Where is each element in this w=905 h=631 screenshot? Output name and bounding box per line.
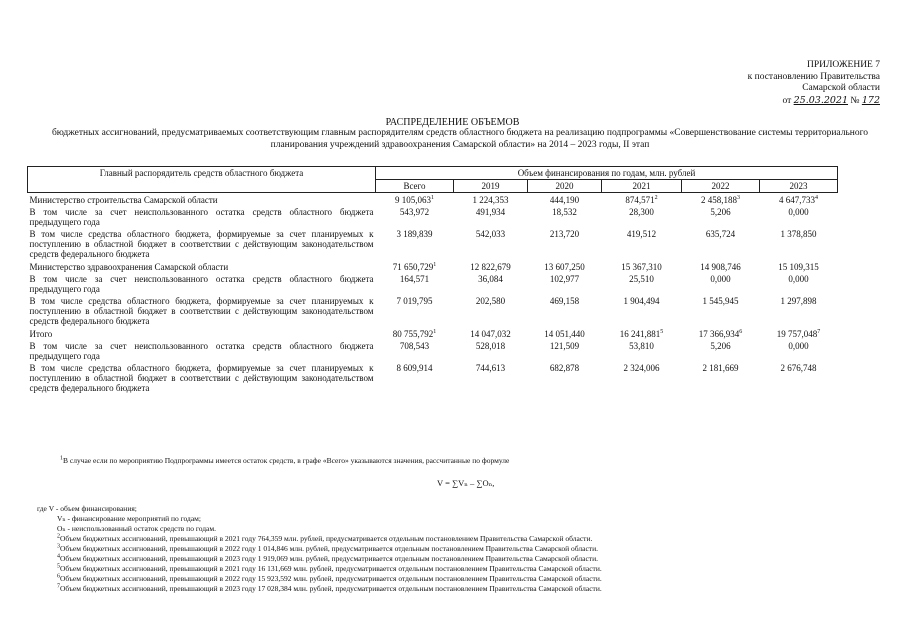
- footnote-ref: 3: [737, 195, 740, 201]
- value-cell: [682, 260, 760, 273]
- cell-value: 13 607,250: [544, 262, 585, 272]
- footnote-text: Объем бюджетных ассигнований, превышающий в 2022 году 15 923,592 млн. рублей, предусматривается отдельным постановлением Правительства Самарской области.: [60, 574, 602, 583]
- value-cell: [376, 340, 454, 362]
- cell-value: 2 181,669: [702, 363, 739, 373]
- footnote-formula-note: $^1$В случае если по мероприятию Подпрограммы имеется остаток средств, в графе «Всего» указываются значения, рассчитанные по формуле: [60, 455, 510, 465]
- table-row: [28, 295, 838, 327]
- cell-value: 121,509: [549, 341, 580, 351]
- row-label: В том числе за счет неиспользованного остатка средств областного бюджета предыдущего года: [29, 341, 374, 361]
- row-label: В том числе средства областного бюджета, формируемые за счет планируемых к поступлению в областной бюджет в соответствии с действующим законодательством средств федерального бюджета: [29, 229, 374, 259]
- cell-value: 16 241,881: [619, 329, 661, 339]
- footnote-ref: 1: [433, 329, 437, 335]
- footnote-mark: 6: [57, 573, 60, 580]
- cell-value: 14 047,032: [470, 329, 511, 339]
- footnote-mark: 2: [57, 533, 60, 540]
- table-row: [28, 193, 838, 207]
- cell-value: 491,934: [475, 207, 506, 217]
- cell-value: 15 367,310: [621, 262, 662, 272]
- value-cell: [602, 362, 682, 394]
- table-row: [28, 362, 838, 394]
- value-cell: [682, 362, 760, 394]
- row-label: В том числе средства областного бюджета, формируемые за счет планируемых к поступлению в областной бюджет в соответствии с действующим законодательством средств федерального бюджета: [29, 296, 374, 326]
- value-cell: [602, 193, 682, 207]
- footnote-mark: 4: [57, 553, 60, 560]
- header-year: 2023: [760, 180, 838, 193]
- value-cell: [760, 206, 838, 228]
- footnote-text: Объем бюджетных ассигнований, превышающий в 2022 году 1 014,846 млн. рублей, предусматривается отдельным постановлением Правительства Самарской области.: [60, 544, 598, 553]
- value-cell: [454, 273, 528, 295]
- header-year: 2022: [682, 180, 760, 193]
- footnote-text: Объем бюджетных ассигнований, превышающий в 2023 году 17 028,384 млн. рублей, предусматривается отдельным постановлением Правительства Самарской области.: [60, 584, 602, 593]
- table-row: [28, 273, 838, 295]
- number-prefix: №: [850, 95, 860, 106]
- value-cell: [376, 295, 454, 327]
- cell-value: 8 609,914: [396, 363, 433, 373]
- definition: Oₙ - неиспользованный остаток средств по годам.: [57, 524, 217, 533]
- date-prefix: от: [782, 95, 792, 106]
- cell-value: 0,000: [788, 207, 809, 217]
- footnote-ref: 4: [815, 195, 819, 201]
- cell-value: 2 458,188: [701, 195, 737, 205]
- value-cell: [760, 295, 838, 327]
- cell-value: 1 545,945: [702, 296, 739, 306]
- row-label: В том числе средства областного бюджета, формируемые за счет планируемых к поступлению в областной бюджет в соответствии с действующим законодательством средств федерального бюджета: [29, 363, 374, 393]
- header-year: 2021: [602, 180, 682, 193]
- value-cell: [682, 206, 760, 228]
- header-year: 2020: [528, 180, 602, 193]
- value-cell: [528, 295, 602, 327]
- footnotes: [37, 504, 602, 594]
- cell-value: 744,613: [475, 363, 506, 373]
- definition: где V - объем финансирования;: [37, 504, 137, 513]
- cell-value: 36,084: [478, 274, 503, 284]
- cell-value: 469,158: [549, 296, 580, 306]
- cell-value: 19 757,048: [776, 329, 818, 339]
- value-cell: [528, 362, 602, 394]
- value-cell: [682, 340, 760, 362]
- footnote: [57, 584, 602, 594]
- cell-value: 542,033: [475, 229, 506, 239]
- footnote-mark: 3: [57, 543, 60, 550]
- row-label: Министерство строительства Самарской области: [29, 195, 218, 205]
- cell-value: 53,810: [629, 341, 654, 351]
- definition: Vₙ - финансирование мероприятий по годам;: [57, 514, 202, 523]
- footnote-ref: 7: [817, 329, 821, 335]
- row-label: Министерство здравоохранения Самарской области: [29, 262, 229, 272]
- cell-value: 0,000: [788, 341, 809, 351]
- cell-value: 5,206: [710, 207, 731, 217]
- value-cell: [376, 193, 454, 207]
- cell-value: 528,018: [475, 341, 506, 351]
- cell-value: 17 366,934: [698, 329, 740, 339]
- footnote-text: Объем бюджетных ассигнований, превышающий в 2021 году 16 131,669 млн. рублей, предусматривается отдельным постановлением Правительства Самарской области.: [60, 564, 602, 573]
- footnote-ref: 2: [654, 195, 658, 201]
- annex-title: ПРИЛОЖЕНИЕ 7: [806, 60, 880, 70]
- footnote-mark: 7: [57, 583, 60, 590]
- value-cell: [602, 340, 682, 362]
- table-row: [28, 260, 838, 273]
- cell-value: 80 755,792: [392, 329, 434, 339]
- value-cell: [602, 228, 682, 260]
- cell-value: 1 378,850: [780, 229, 817, 239]
- cell-value: 708,543: [399, 341, 430, 351]
- footnote-ref: 6: [739, 329, 743, 335]
- cell-value: 1 224,353: [472, 195, 509, 205]
- header-year: Всего: [376, 180, 454, 193]
- cell-value: 9 105,063: [395, 195, 431, 205]
- value-cell: [454, 295, 528, 327]
- value-cell: [682, 327, 760, 340]
- cell-value: 25,510: [629, 274, 654, 284]
- value-cell: [454, 193, 528, 207]
- table-row: [28, 228, 838, 260]
- value-cell: [760, 327, 838, 340]
- header-group: Объем финансирования по годам, млн. рублей: [376, 167, 838, 180]
- value-cell: [760, 362, 838, 394]
- value-cell: [376, 228, 454, 260]
- annex-date-line: [748, 95, 880, 108]
- cell-value: 202,580: [475, 296, 506, 306]
- annex-block: [748, 60, 880, 107]
- footnote-ref: 1: [433, 262, 437, 268]
- cell-value: 71 650,729: [392, 262, 434, 272]
- value-cell: [376, 260, 454, 273]
- cell-value: 18,532: [552, 207, 577, 217]
- cell-value: 2 324,006: [623, 363, 660, 373]
- footnote: [57, 574, 602, 584]
- table-row: [28, 327, 838, 340]
- value-cell: [528, 206, 602, 228]
- value-cell: [602, 327, 682, 340]
- cell-value: 7 019,795: [396, 296, 433, 306]
- annex-line1: к постановлению Правительства: [747, 71, 880, 82]
- value-cell: [602, 295, 682, 327]
- annex-line2: Самарской области: [802, 83, 880, 93]
- cell-value: 28,300: [629, 207, 654, 217]
- cell-value: 635,724: [705, 229, 736, 239]
- table-row: [28, 206, 838, 228]
- value-cell: [454, 362, 528, 394]
- document-title: РАСПРЕДЕЛЕНИЕ ОБЪЕМОВ: [385, 117, 520, 128]
- value-cell: [760, 260, 838, 273]
- annex-date: 25.03.2021: [793, 94, 849, 106]
- value-cell: [528, 273, 602, 295]
- cell-value: 0,000: [788, 274, 809, 284]
- cell-value: 14 908,746: [700, 262, 741, 272]
- value-cell: [528, 340, 602, 362]
- cell-value: 2 676,748: [780, 363, 817, 373]
- footnote: [57, 544, 602, 554]
- value-cell: [760, 228, 838, 260]
- cell-value: 14 051,440: [544, 329, 585, 339]
- cell-value: 444,190: [549, 195, 580, 205]
- cell-value: 102,977: [549, 274, 580, 284]
- cell-value: 419,512: [626, 229, 657, 239]
- cell-value: 1 904,494: [623, 296, 660, 306]
- value-cell: [454, 340, 528, 362]
- footnote: [57, 564, 602, 574]
- header-main: Главный распорядитель средств областного бюджета: [28, 167, 376, 193]
- cell-value: 682,878: [549, 363, 580, 373]
- value-cell: [760, 193, 838, 207]
- cell-value: 15 109,315: [778, 262, 819, 272]
- value-cell: [376, 362, 454, 394]
- cell-value: 164,571: [399, 274, 430, 284]
- value-cell: [454, 206, 528, 228]
- cell-value: 213,720: [549, 229, 580, 239]
- cell-value: 1 297,898: [780, 296, 817, 306]
- value-cell: [682, 295, 760, 327]
- value-cell: [454, 260, 528, 273]
- footnote-mark: 5: [57, 563, 60, 570]
- cell-value: 4 647,733: [779, 195, 816, 205]
- value-cell: [454, 327, 528, 340]
- value-cell: [376, 206, 454, 228]
- value-cell: [760, 340, 838, 362]
- footnote: [57, 554, 602, 564]
- row-label: В том числе за счет неиспользованного остатка средств областного бюджета предыдущего года: [29, 274, 374, 294]
- cell-value: 3 189,839: [396, 229, 433, 239]
- footnote-mark: 1: [60, 455, 63, 462]
- cell-value: 874,571: [625, 195, 655, 205]
- footnote: [57, 534, 602, 544]
- value-cell: [528, 228, 602, 260]
- value-cell: [682, 193, 760, 207]
- header-year: 2019: [454, 180, 528, 193]
- cell-value: 0,000: [710, 274, 731, 284]
- value-cell: [602, 206, 682, 228]
- cell-value: 543,972: [399, 207, 430, 217]
- row-label: Итого: [29, 329, 53, 339]
- budget-table: [27, 166, 838, 394]
- value-cell: [528, 260, 602, 273]
- document-subtitle: бюджетных ассигнований, предусматриваемых соответствующим главным распорядителям средств областного бюджета на реализацию подпрограммы «Совершенствование системы территориального планирования учреждений здравоохранения Самарской области» на 2014 – 2023 годы, II этап: [51, 128, 869, 150]
- value-cell: [454, 228, 528, 260]
- value-cell: [760, 273, 838, 295]
- footnote-ref: 5: [660, 329, 664, 335]
- value-cell: [682, 273, 760, 295]
- value-cell: [376, 273, 454, 295]
- table-row: [28, 340, 838, 362]
- value-cell: [602, 273, 682, 295]
- value-cell: [376, 327, 454, 340]
- value-cell: [602, 260, 682, 273]
- footnote-ref: 1: [431, 195, 434, 201]
- formula: V = ∑Vₙ – ∑Oₙ,: [437, 478, 495, 488]
- value-cell: [528, 193, 602, 207]
- row-label: В том числе за счет неиспользованного остатка средств областного бюджета предыдущего года: [29, 207, 374, 227]
- value-cell: [528, 327, 602, 340]
- footnote-text: Объем бюджетных ассигнований, превышающий в 2021 году 764,359 млн. рублей, предусматривается отдельным постановлением Правительства Самарской области.: [60, 534, 593, 543]
- value-cell: [682, 228, 760, 260]
- cell-value: 12 822,679: [470, 262, 511, 272]
- annex-number: 172: [861, 94, 880, 106]
- cell-value: 5,206: [710, 341, 731, 351]
- footnote-text: Объем бюджетных ассигнований, превышающий в 2023 году 1 919,069 млн. рублей, предусматривается отдельным постановлением Правительства Самарской области.: [60, 554, 598, 563]
